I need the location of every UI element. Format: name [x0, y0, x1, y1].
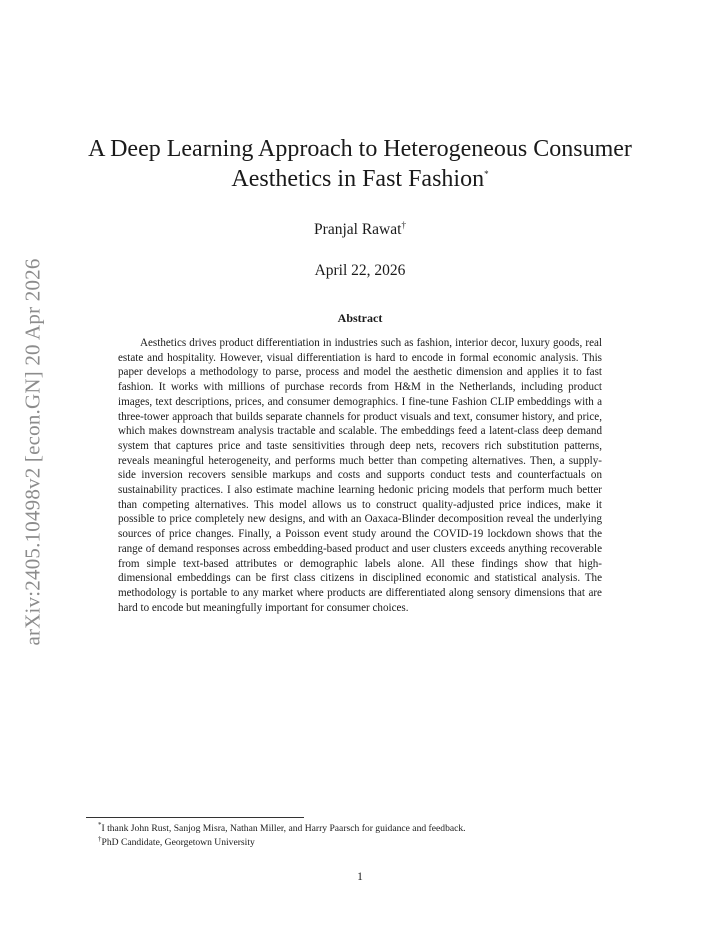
publication-date: April 22, 2026 [314, 262, 406, 279]
title-line-2-text: Aesthetics in Fast Fashion [231, 166, 485, 192]
footnotes [98, 822, 638, 850]
title-footnote-mark: * [484, 169, 489, 179]
abstract-heading: Abstract [337, 311, 383, 325]
footnote-2 [98, 836, 638, 850]
footnote-divider [86, 817, 304, 818]
abstract-body: Aesthetics drives product differentiation in industries such as fashion, interior decor, luxury goods, real estate and hospitality. However, visual differentiation is hard to encode in formal economic analysis. This paper develops a methodology to parse, process and model the aesthetic dimension and applies it to fast fashion. It works with millions of purchase records from H&M in the Netherlands, including product images, text descriptions, prices, and consumer demographics. I fine-tune Fashion CLIP embeddings with a three-tower approach that builds separate channels for product visuals and text, consumer history, and price, which makes downstream analysis tractable and scalable. The embeddings feed a latent-class deep demand system that captures price and taste sensitivities through deep nets, recovers rich substitution patterns, reveals meaningful heterogeneity, and performs much better than competing alternatives. Then, a supply-side inversion recovers sensible markups and costs and supports conduct tests and counterfactuals on sustainability practices. I also estimate machine learning hedonic pricing models that perform much better than competing alternatives. This model allows us to construct quality-adjusted price indices, make it possible to price completely new designs, and with an Oaxaca-Blinder decomposition reveal the underlying sources of price changes. Finally, a Poisson event study around the COVID-19 lockdown shows that the range of demand responses across embedding-based product and user clusters exceeds anything recoverable from simple text-based attributes or demographic labels alone. All these findings show that high-dimensional embeddings can be first class citizens in disciplined economic and statistical analysis. The methodology is portable to any market where products are differentiated along sensory dimensions that are hard to encode but meaningfully important for consumer choices. [118, 337, 602, 614]
author-name: Pranjal Rawat [314, 221, 402, 238]
arxiv-stamp: arXiv:2405.10498v2 [econ.GN] 20 Apr 2026 [20, 258, 45, 646]
author-footnote-mark: † [401, 219, 406, 230]
footnote-2-mark: † [98, 834, 102, 843]
author [80, 221, 640, 239]
title-line-1: A Deep Learning Approach to Heterogeneous Consumer [88, 136, 632, 162]
footnote-1 [98, 822, 638, 836]
paper-title [80, 134, 640, 194]
footnote-1-mark: * [98, 820, 102, 829]
page-number: 1 [357, 871, 363, 883]
title-line-2 [80, 164, 640, 194]
footnote-1-text: I thank John Rust, Sanjog Misra, Nathan Miller, and Harry Paarsch for guidance and feedback. [101, 823, 466, 834]
footnote-2-text: PhD Candidate, Georgetown University [101, 837, 255, 848]
